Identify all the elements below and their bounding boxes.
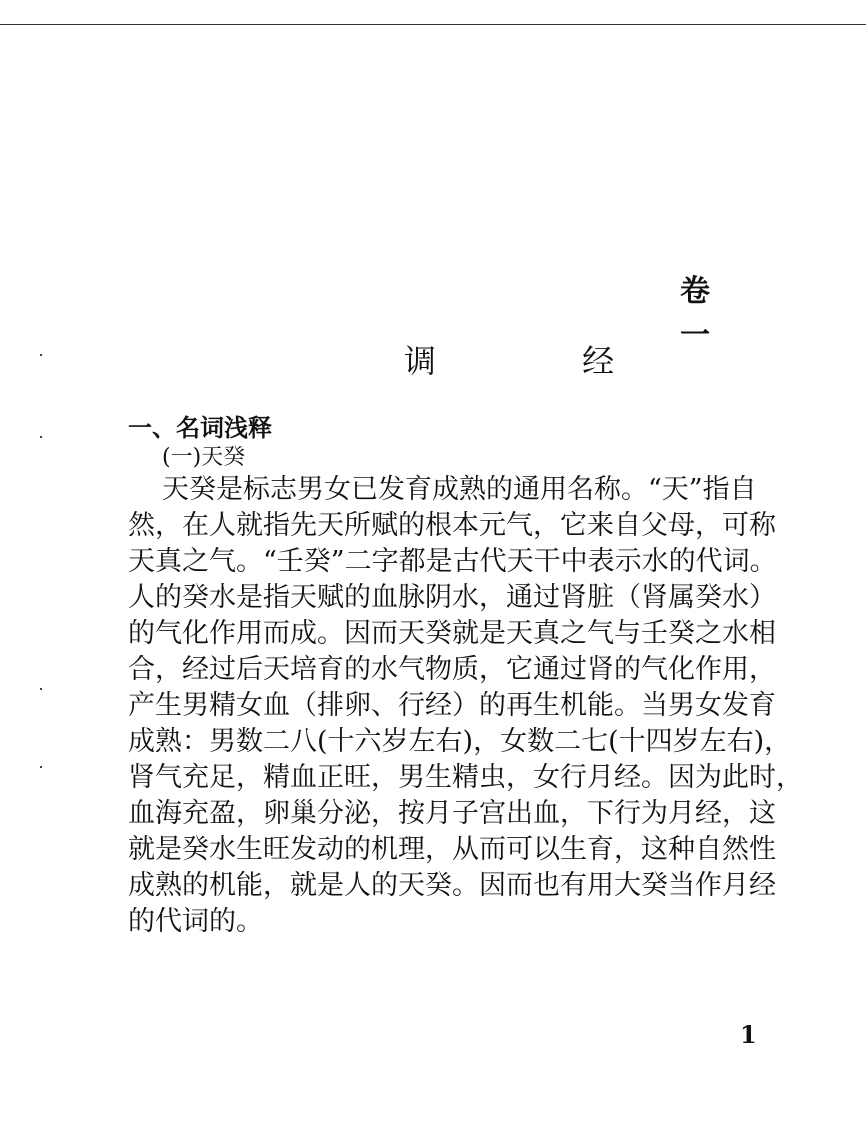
scan-speck — [40, 436, 42, 438]
section-heading: 一、名词浅释 — [128, 413, 272, 442]
paragraph-line: 成熟：男数二八(十六岁左右)，女数二七(十四岁左右)， — [128, 726, 792, 757]
scan-speck — [40, 688, 42, 690]
paragraph-line: 天癸是标志男女已发育成熟的通用名称。“天”指自 — [162, 474, 757, 505]
paragraph-line: 合，经过后天培育的水气物质，它通过肾的气化作用， — [128, 654, 776, 685]
paragraph-line: 然，在人就指先天所赋的根本元气，它来自父母，可称 — [128, 510, 776, 541]
paragraph-line: 产生男精女血（排卵、行经）的再生机能。当男女发育 — [128, 690, 776, 721]
paragraph-line: 就是癸水生旺发动的机理，从而可以生育，这种自然性 — [128, 834, 776, 865]
paragraph-line: 人的癸水是指天赋的血脉阴水，通过肾脏（肾属癸水） — [128, 582, 776, 613]
paragraph-line: 的代词的。 — [128, 906, 263, 937]
chapter-title: 调 经 — [404, 342, 683, 380]
paragraph-line: 肾气充足，精血正旺，男生精虫，女行月经。因为此时， — [128, 762, 803, 793]
paragraph-line: 的气化作用而成。因而天癸就是天真之气与壬癸之水相 — [128, 618, 776, 649]
paragraph-line: 成熟的机能，就是人的天癸。因而也有用大癸当作月经 — [128, 870, 776, 901]
volume-title: 卷 一 — [680, 274, 760, 353]
subsection-heading: (一)天癸 — [162, 445, 246, 470]
page-number: 1 — [740, 1020, 757, 1049]
scan-speck — [40, 766, 42, 768]
scan-speck — [40, 354, 42, 356]
paragraph-line: 血海充盈，卵巢分泌，按月子宫出血，下行为月经，这 — [128, 798, 776, 829]
paragraph-line: 天真之气。“壬癸”二字都是古代天干中表示水的代词。 — [128, 546, 777, 577]
top-rule — [0, 24, 866, 25]
